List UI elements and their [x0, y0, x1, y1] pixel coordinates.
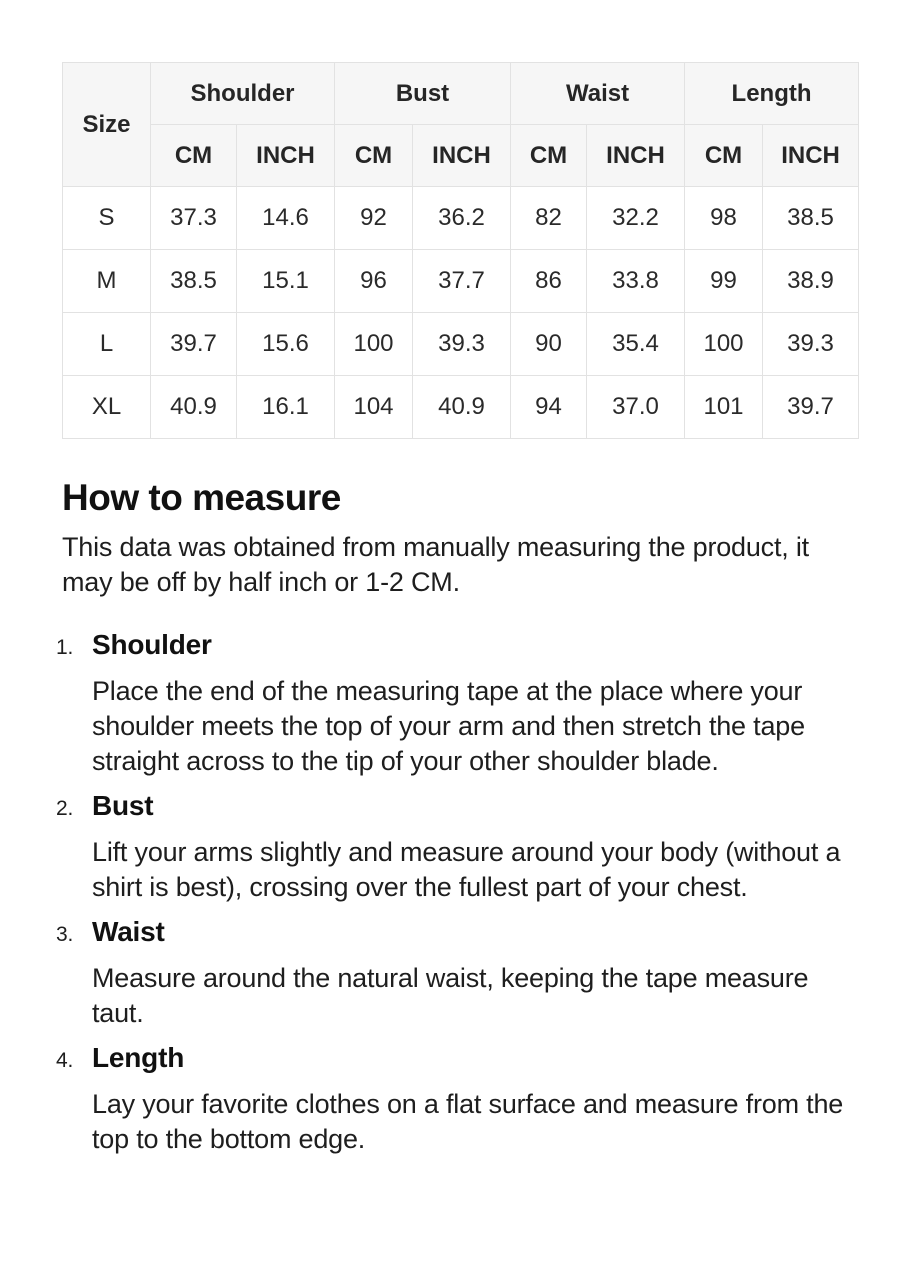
step-number: 1.	[56, 636, 74, 659]
value-cell: 100	[335, 313, 413, 376]
unit-header-cm: CM	[335, 125, 413, 187]
value-cell: 90	[511, 313, 587, 376]
step-term: Shoulder	[92, 629, 212, 660]
step-term: Bust	[92, 790, 154, 821]
value-cell: 39.3	[413, 313, 511, 376]
unit-header-cm: CM	[151, 125, 237, 187]
value-cell: 98	[685, 187, 763, 250]
step-description: Place the end of the measuring tape at the place where your shoulder meets the top of your arm and then stretch the tape straight across to the tip of your other shoulder blade.	[92, 676, 805, 776]
value-cell: 101	[685, 376, 763, 439]
group-header-shoulder: Shoulder	[151, 63, 335, 125]
measure-step	[56, 1040, 858, 1157]
measure-step	[56, 627, 858, 779]
size-cell: XL	[63, 376, 151, 439]
unit-header-inch: INCH	[237, 125, 335, 187]
value-cell: 39.7	[151, 313, 237, 376]
measure-step	[56, 788, 858, 905]
unit-header-inch: INCH	[587, 125, 685, 187]
value-cell: 38.9	[763, 250, 859, 313]
value-cell: 37.3	[151, 187, 237, 250]
value-cell: 99	[685, 250, 763, 313]
value-cell: 104	[335, 376, 413, 439]
step-content	[92, 627, 858, 779]
group-header-length: Length	[685, 63, 859, 125]
unit-header-inch: INCH	[413, 125, 511, 187]
table-row	[63, 250, 859, 313]
unit-header-inch: INCH	[763, 125, 859, 187]
group-header-bust: Bust	[335, 63, 511, 125]
table-row	[63, 187, 859, 250]
step-number: 3.	[56, 923, 74, 946]
value-cell: 38.5	[151, 250, 237, 313]
table-row	[63, 313, 859, 376]
size-chart-header	[63, 63, 859, 187]
value-cell: 92	[335, 187, 413, 250]
value-cell: 86	[511, 250, 587, 313]
size-chart-body	[63, 187, 859, 439]
step-content	[92, 914, 858, 1031]
value-cell: 39.3	[763, 313, 859, 376]
size-chart-table	[62, 62, 859, 439]
step-content	[92, 788, 858, 905]
value-cell: 32.2	[587, 187, 685, 250]
size-column-header: Size	[63, 63, 151, 187]
value-cell: 100	[685, 313, 763, 376]
value-cell: 37.0	[587, 376, 685, 439]
step-description: Measure around the natural waist, keeping the tape measure taut.	[92, 963, 809, 1028]
group-header-waist: Waist	[511, 63, 685, 125]
value-cell: 15.1	[237, 250, 335, 313]
value-cell: 16.1	[237, 376, 335, 439]
value-cell: 38.5	[763, 187, 859, 250]
value-cell: 37.7	[413, 250, 511, 313]
how-to-measure-title: How to measure	[62, 477, 341, 518]
step-description: Lay your favorite clothes on a flat surface and measure from the top to the bottom edge.	[92, 1089, 844, 1154]
step-number: 4.	[56, 1049, 74, 1072]
step-term: Waist	[92, 916, 165, 947]
step-term: Length	[92, 1042, 185, 1073]
step-description: Lift your arms slightly and measure around your body (without a shirt is best), crossing over the fullest part of your chest.	[92, 837, 841, 902]
step-content	[92, 1040, 858, 1157]
unit-header-cm: CM	[685, 125, 763, 187]
value-cell: 40.9	[151, 376, 237, 439]
value-cell: 35.4	[587, 313, 685, 376]
value-cell: 40.9	[413, 376, 511, 439]
value-cell: 15.6	[237, 313, 335, 376]
size-cell: L	[63, 313, 151, 376]
measure-step	[56, 914, 858, 1031]
unit-header-cm: CM	[511, 125, 587, 187]
size-chart-unit-header-row	[63, 125, 859, 187]
value-cell: 96	[335, 250, 413, 313]
value-cell: 36.2	[413, 187, 511, 250]
value-cell: 14.6	[237, 187, 335, 250]
size-chart-group-header-row	[63, 63, 859, 125]
how-to-measure-intro: This data was obtained from manually measuring the product, it may be off by half inch or 1-2 CM.	[62, 532, 809, 597]
value-cell: 39.7	[763, 376, 859, 439]
size-cell: S	[63, 187, 151, 250]
measure-steps-list	[56, 627, 858, 1157]
size-cell: M	[63, 250, 151, 313]
step-number: 2.	[56, 797, 74, 820]
value-cell: 94	[511, 376, 587, 439]
value-cell: 82	[511, 187, 587, 250]
table-row	[63, 376, 859, 439]
value-cell: 33.8	[587, 250, 685, 313]
